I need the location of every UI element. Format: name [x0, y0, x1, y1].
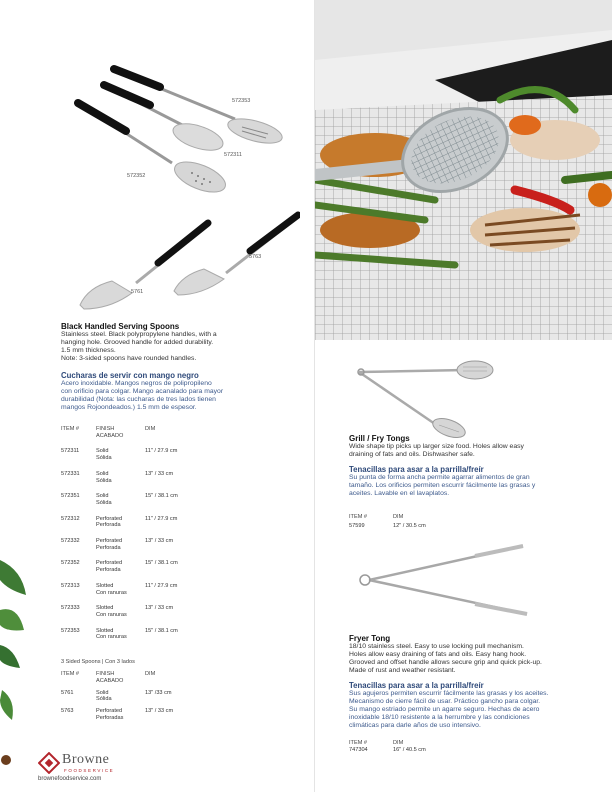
table-row — [61, 516, 301, 530]
cell-finish: Slotted Con ranuras — [96, 582, 127, 596]
cell-item: 572351 — [61, 493, 80, 500]
spoons-desc-es-line: con orificio para colgar. Mango acanalado para mayor — [61, 388, 224, 395]
item-label: 572352 — [127, 173, 146, 179]
table-row — [61, 538, 301, 552]
cell-item: 572352 — [61, 560, 80, 567]
spoons-desc-es-line: mangos Rojoondeados.) 1.5 mm de espesor. — [61, 404, 197, 411]
cell-item: 572331 — [61, 470, 80, 477]
spoons-image — [60, 55, 300, 315]
table-header — [61, 426, 301, 440]
grill-desc-es-line: Su punta de forma ancha permite agarrar alimentos de gran — [349, 474, 530, 481]
brand-sub: FOODSERVICE — [64, 768, 115, 773]
table-header — [61, 671, 301, 685]
header-dim: DIM — [393, 514, 404, 520]
table-row — [61, 448, 301, 462]
header-item: ITEM # — [61, 426, 80, 432]
cell-finish: Solid Sólida — [96, 493, 112, 506]
cell-dim: 15" / 38.1 cm — [145, 493, 178, 500]
table-row — [61, 605, 301, 619]
cell-item: 5763 — [61, 708, 74, 715]
fryer-desc-es-line: inoxidable 18/10 resistente a la herrumbre y las condiciones — [349, 714, 530, 721]
header-dim: DIM — [145, 426, 156, 432]
table-header — [349, 740, 549, 747]
cell-dim: 11" / 27.9 cm — [145, 515, 178, 522]
table-row — [61, 583, 301, 597]
cell-finish: Slotted Con ranuras — [96, 605, 127, 618]
table-row — [61, 708, 301, 722]
cell-item: 747304 — [349, 746, 368, 753]
fryer-desc-es-line: Sus agujeros permiten escurrir fácilmente las grasas y los aceites. — [349, 690, 549, 697]
three-sided-solid-spoon-image — [80, 223, 208, 309]
three-sided-heading: 3 Sided Spoons | Con 3 lados — [61, 659, 135, 665]
brand-name: Browne — [62, 752, 110, 767]
three-sided-table — [61, 671, 301, 722]
spoons-desc-line: Note: 3-sided spoons have rounded handles. — [61, 355, 197, 362]
item-label: 572311 — [224, 152, 242, 158]
table-row — [61, 690, 301, 704]
grill-desc-es-line: aceites. Lavable en el lavaplatos. — [349, 490, 450, 497]
herb-decoration — [0, 550, 28, 780]
cell-dim: 12" / 30.5 cm — [393, 522, 426, 529]
table-row — [61, 493, 301, 507]
cell-finish: Solid Sólida — [96, 470, 112, 484]
fryer-desc-line: Made of rust and weather resistant. — [349, 667, 456, 674]
cell-dim: 13" / 33 cm — [145, 605, 174, 612]
grill-desc-es-line: tamaño. Los orificios permiten escurrir fácilmente las grasas y — [349, 482, 536, 489]
header-dim: DIM — [145, 671, 156, 677]
cell-item: 572353 — [61, 627, 80, 634]
fryer-title: Fryer Tong — [349, 634, 391, 643]
grill-desc-line: draining of fats and oils. Dishwasher safe. — [349, 451, 475, 458]
fryer-tong-image — [355, 538, 535, 618]
three-sided-perforated-spoon-image — [174, 215, 298, 295]
table-row — [349, 747, 549, 754]
header-item: ITEM # — [349, 514, 368, 520]
cell-dim: 13" / 33 cm — [145, 470, 174, 477]
cell-dim: 13" /33 cm — [145, 689, 172, 696]
spoons-desc-es-line: durabilidad (Nota: las cucharas de tres lados tienen — [61, 396, 216, 403]
cell-item: 5761 — [61, 689, 74, 696]
cell-item: 572313 — [61, 582, 80, 589]
cell-dim: 15" / 38.1 cm — [145, 560, 178, 567]
perforated-spoon-image — [78, 103, 230, 198]
cell-finish: Solid Sólida — [96, 448, 112, 462]
header-item: ITEM # — [61, 671, 80, 677]
grill-desc-line: Wide shape tip picks up larger size food. Holes allow easy — [349, 443, 524, 450]
item-label: 5763 — [249, 254, 262, 260]
header-dim: DIM — [393, 740, 404, 746]
cell-item: 572332 — [61, 537, 80, 544]
table-row — [61, 560, 301, 574]
cell-finish: Perforated Perforada — [96, 537, 123, 551]
cell-item: 572312 — [61, 515, 80, 522]
cell-finish: Slotted Con ranuras — [96, 627, 127, 641]
cell-dim: 11" / 27.9 cm — [145, 448, 178, 455]
header-finish: FINISH ACABADO — [96, 426, 124, 439]
table-row — [349, 523, 549, 530]
spoons-title: Black Handled Serving Spoons — [61, 322, 180, 331]
table-row — [61, 471, 301, 485]
table-header — [349, 514, 549, 521]
fryer-title-es: Tenacillas para asar a la parrilla/freír — [349, 681, 484, 690]
spoons-desc-line: 1.5 mm thickness. — [61, 347, 116, 354]
spoons-description — [61, 322, 301, 412]
grill-table — [349, 514, 549, 530]
solid-spoon-image — [104, 85, 226, 155]
cell-item: 572311 — [61, 448, 80, 455]
grill-title-es: Tenacillas para asar a la parrilla/freír — [349, 465, 484, 474]
cell-finish: Perforated Perforadas — [96, 708, 124, 721]
cell-finish: Perforated Perforada — [96, 560, 123, 574]
cell-finish: Solid Sólida — [96, 689, 112, 703]
header-finish: FINISH ACABADO — [96, 671, 124, 684]
fryer-tong-description — [349, 634, 609, 730]
fryer-desc-es-line: Mecanismo de cierre fácil de usar. Práctico gancho para colgar. — [349, 698, 541, 705]
cell-dim: 13" / 33 cm — [145, 537, 174, 544]
cell-dim: 13" / 33 cm — [145, 708, 174, 715]
fryer-desc-es-line: Su mango estriado permite un agarre seguro. Hechas de acero — [349, 706, 540, 713]
item-label: 572353 — [232, 98, 251, 104]
browne-logo-icon — [38, 752, 60, 774]
cell-item: 57599 — [349, 522, 365, 529]
fryer-table — [349, 740, 549, 754]
brand-url[interactable]: brownefoodservice.com — [38, 776, 102, 782]
fryer-desc-es-line: climáticas para darle años de uso intensivo. — [349, 722, 481, 729]
grill-tong-image — [355, 358, 495, 438]
spoons-desc-line: Stainless steel. Black polypropylene handles, with a — [61, 331, 217, 338]
cell-dim: 11" / 27.9 cm — [145, 582, 178, 589]
spoons-title-es: Cucharas de servir con mango negro — [61, 371, 199, 380]
cell-item: 572333 — [61, 605, 80, 612]
spoons-desc-es-line: Acero inoxidable. Mangos negros de polipropileno — [61, 380, 212, 387]
grill-photo — [315, 0, 612, 340]
cell-finish: Perforated Perforada — [96, 515, 123, 529]
fryer-desc-line: Grooved and offset handle allows secure grip and quick pick-up. — [349, 659, 542, 666]
header-item: ITEM # — [349, 740, 368, 746]
grill-tong-description — [349, 434, 607, 498]
fryer-desc-line: 18/10 stainless steel. Easy to use locking pull mechanism. — [349, 643, 524, 650]
fryer-desc-line: Holes allow easy draining of fats and oils. Easy hang hook. — [349, 651, 527, 658]
item-label: 5761 — [131, 289, 144, 295]
grill-title: Grill / Fry Tongs — [349, 434, 410, 443]
cell-dim: 16" / 40.5 cm — [393, 746, 426, 753]
table-row — [61, 628, 301, 642]
spoons-desc-line: hanging hole. Grooved handle for added durability. — [61, 339, 214, 346]
spoons-table — [61, 426, 301, 641]
cell-dim: 15" / 38.1 cm — [145, 627, 178, 634]
